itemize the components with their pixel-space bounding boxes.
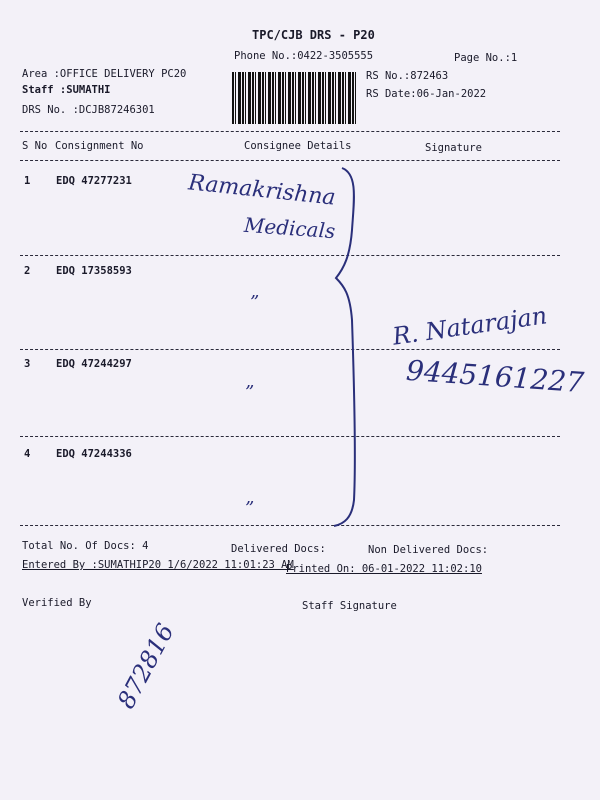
ditto-mark: ” (245, 498, 255, 519)
total-docs: Total No. Of Docs: 4 (22, 540, 149, 552)
staff-label: Staff :SUMATHI (22, 84, 111, 96)
handwritten-signature-phone: 9445161227 (405, 353, 586, 400)
ditto-mark: ” (250, 292, 260, 313)
phone-number: Phone No.:0422-3505555 (234, 50, 374, 62)
row-consignment: EDQ 47244297 (56, 358, 132, 370)
handwritten-number: 872816 (112, 619, 180, 714)
row-consignment: EDQ 17358593 (56, 265, 132, 277)
page-number: Page No.:1 (454, 52, 518, 64)
row-sno: 1 (24, 175, 31, 187)
handwritten-brace (330, 160, 380, 532)
col-header-consignment: Consignment No (55, 140, 144, 152)
divider (20, 525, 560, 526)
area-label: Area :OFFICE DELIVERY PC20 (22, 68, 187, 80)
document-title: TPC/CJB DRS - P20 (252, 28, 375, 42)
rs-number: RS No.:872463 (366, 70, 449, 82)
row-divider (20, 349, 560, 350)
non-delivered-docs: Non Delivered Docs: (368, 544, 489, 556)
handwritten-consignee-name: Medicals (243, 212, 337, 244)
handwritten-consignee-name: Ramakrishna (187, 170, 337, 211)
verified-by-label: Verified By (22, 597, 92, 609)
staff-signature-label: Staff Signature (302, 600, 397, 612)
divider (20, 131, 560, 132)
entered-by: Entered By :SUMATHIP20 1/6/2022 11:01:23 AM (22, 559, 294, 571)
row-sno: 4 (24, 448, 31, 460)
divider (20, 160, 560, 161)
col-header-consignee: Consignee Details (244, 140, 352, 152)
rs-date: RS Date:06-Jan-2022 (366, 88, 487, 100)
delivered-docs: Delivered Docs: (231, 543, 326, 555)
col-header-signature: Signature (425, 142, 482, 154)
row-sno: 2 (24, 265, 31, 277)
printed-on: Printed On: 06-01-2022 11:02:10 (286, 563, 482, 575)
row-sno: 3 (24, 358, 31, 370)
barcode (232, 72, 356, 124)
col-header-sno: S No (22, 140, 48, 152)
drs-number: DRS No. :DCJB87246301 (22, 104, 155, 116)
row-consignment: EDQ 47277231 (56, 175, 132, 187)
row-consignment: EDQ 47244336 (56, 448, 132, 460)
row-divider (20, 255, 560, 256)
ditto-mark: ” (245, 382, 255, 403)
row-divider (20, 436, 560, 437)
handwritten-signature-name: R. Natarajan (390, 301, 549, 351)
